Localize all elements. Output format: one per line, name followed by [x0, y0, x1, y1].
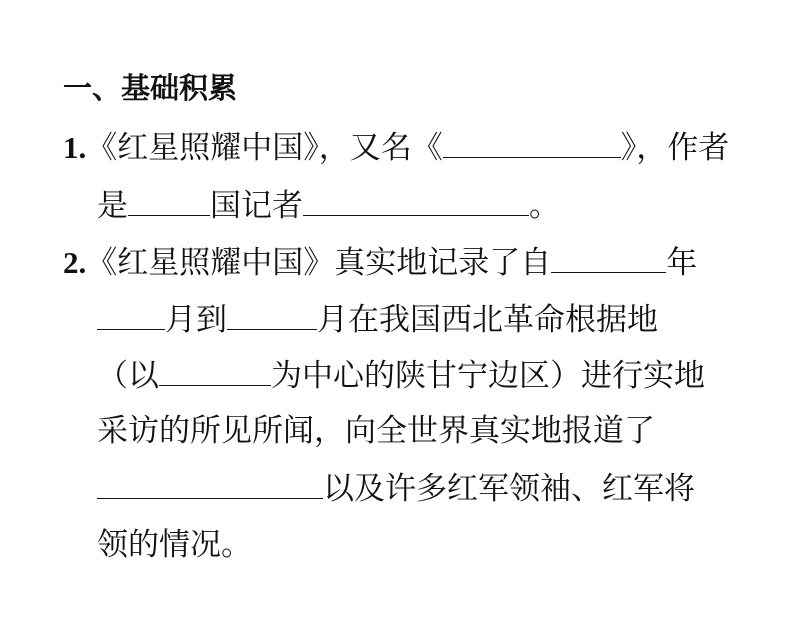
question-number: 1.: [63, 130, 87, 165]
question-text: 。: [529, 188, 560, 224]
question-text: 《红星照耀中国》，又名《: [86, 130, 443, 166]
question-1-line-1: [63, 127, 729, 167]
question-text: 月到: [165, 302, 227, 338]
question-text: 月在我国西北革命根据地: [317, 302, 658, 338]
answer-blank: [443, 127, 621, 158]
question-text: 以及许多红军领袖、红军将: [323, 471, 695, 507]
question-text: 《红星照耀中国》真实地记录了自: [86, 245, 552, 281]
question-text: 是: [97, 188, 128, 224]
question-text: 为中心的陕甘宁边区）进行实地: [271, 358, 705, 394]
answer-blank: [97, 468, 323, 499]
answer-blank: [227, 299, 317, 330]
answer-blank: [128, 185, 210, 216]
question-2-line-3: [97, 355, 705, 395]
question-text: 》，作者: [620, 130, 730, 166]
question-number: 2.: [63, 245, 87, 280]
answer-blank: [159, 355, 271, 386]
question-2-line-6: 领的情况。: [97, 527, 252, 563]
question-2-line-4: 采访的所见所闻，向全世界真实地报道了: [97, 413, 655, 449]
question-text: （以: [97, 358, 159, 394]
question-2-line-5: [97, 468, 695, 508]
question-text: 年: [666, 245, 698, 281]
section-heading: 一、基础积累: [63, 71, 238, 105]
question-1-line-2: [97, 185, 560, 225]
question-2-line-2: [97, 299, 658, 339]
answer-blank: [551, 242, 666, 273]
answer-blank: [97, 299, 165, 330]
question-text: 国记者: [210, 188, 303, 224]
answer-blank: [303, 185, 529, 216]
question-2-line-1: [63, 242, 697, 282]
